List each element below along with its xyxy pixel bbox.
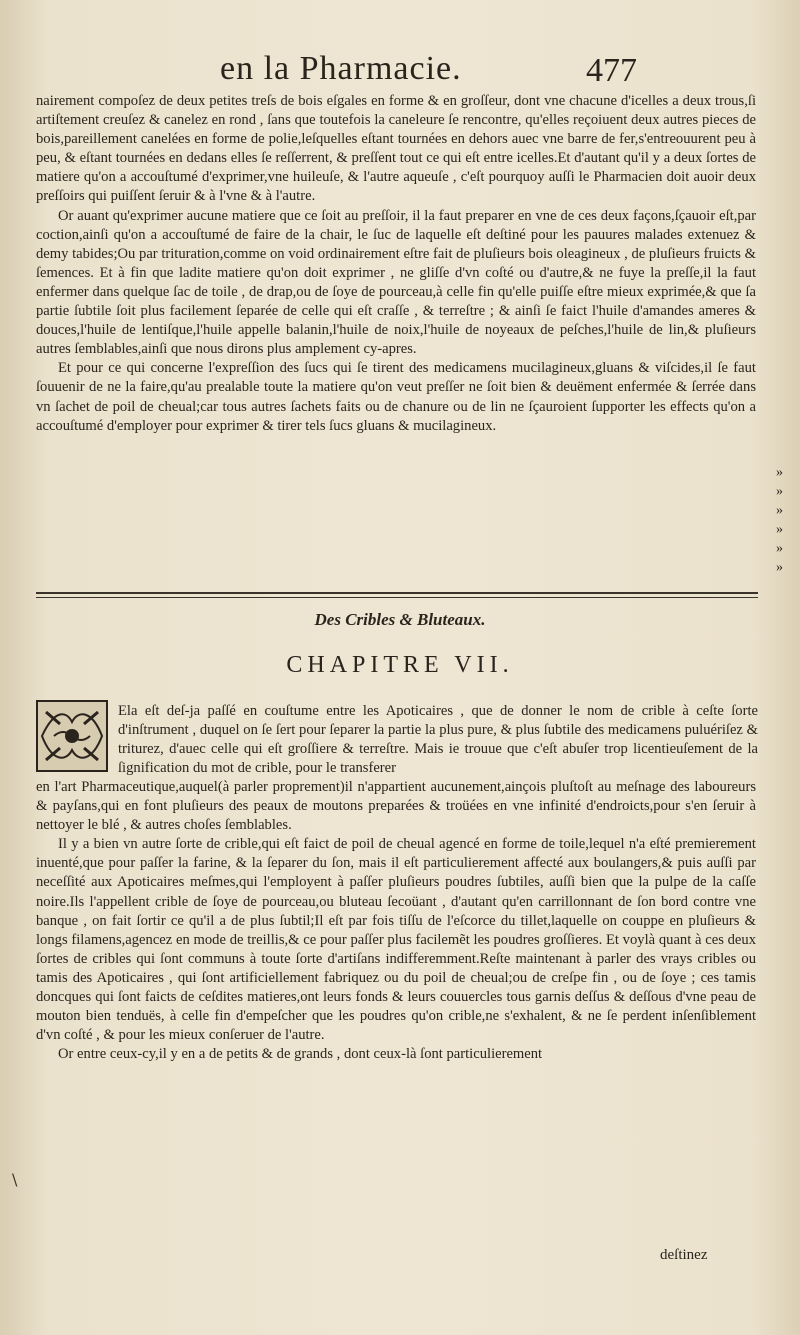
ornamental-initial-icon: [36, 700, 108, 772]
quote-mark: »: [776, 560, 783, 576]
page-number: 477: [586, 52, 637, 89]
quote-mark: »: [776, 484, 783, 500]
chapter-heading: CHAPITRE VII.: [286, 652, 514, 678]
section-divider: [36, 592, 758, 600]
paragraph-crible-kinds: Il y a bien vn autre ſorte de crible,qui eſt faict de poil de cheual agencé en forme de toile,lequel n'a eſté premierement inuenté,que pour paſſer la farine, & la ſeparer du ſon, mais il eſt particulierement affecté aux boulangers,& puis auſſi par neceſſité aux Apoticaires meſmes,qui l'employent à paſſer pluſieurs poudres ſubtiles, auſſi bien que la pulpe de la caſſe noire.Ils l'appellent crible de ſoye de pourceau,ou bluteau ſecoüant , d'autant qu'en carrillonnant de ſon bord contre vne banque , on fait ſortir ce qu'il a de plus ſubtil;Il eſt par fois tiſſu de l'eſcorce du tillet,laquelle on couppe en pluſieurs & longs filamens,agencez en mode de treillis,& ce pour paſſer plus facilemẽt les poudres groſſieres. Et voylà quant à ces deux ſortes de cribles qui ſont communs à toute ſorte d'artiſans indifferemment.Reſte maintenant à parler des vrays cribles ou tamis des Apoticaires , qui ſont artificiellement fabriquez ou du poil de cheual;ou de creſpe fin , ou de ſoye ; ces tamis doncques qui ſont faicts de ceſdites matieres,ont leurs fonds & leurs couuercles tous garnis deſſus & deſſous d'vne peau de mouton bien tenduës, à celle fin d'empeſcher que les poudres qu'on crible,ne s'exhalent, & ne ſe perdent inſenſiblement d'vn coſté , & pour les mieux conſeruer de l'autre.: [36, 836, 756, 1044]
quote-mark: »: [776, 541, 783, 557]
quote-mark: »: [776, 465, 783, 480]
margin-quote-marks: [776, 463, 796, 578]
paragraph-tamis-sizes: Or entre ceux-cy,il y en a de petits & de grands , dont ceux-là ſont particulierement: [58, 1046, 543, 1063]
paragraph-preparation: Or auant qu'exprimer aucune matiere que ce ſoit au preſſoir, il la faut preparer en vne de ces deux façons,ſçauoir eſt,par coction,ainſi qu'on a accouſtumé de faire de la chair, le ſuc de laquelle eſt deſtiné pour les pauures malades extenuez & demy tabides;Ou par trituration,comme on void ordinairement eſtre fait de pluſieurs bois oleagineux , de pluſieurs fruicts & ſemences. Et à fin que ladite matiere qu'on doit exprimer , ne gliſſe d'vn coſté ou d'autre,& ne fuye la preſſe,il la faut enfermer dans quelque ſac de toile , de drap,ou de ſoye de pourceau,à celle fin qu'elle puiſſe eſtre mieux exprimée,& que ſa partie ſubtile ſoit plus facilement ſeparée de celle qui eſt craſſe , & terreſtre ; & ainſi ſe faict l'huile d'amandes ameres & douces,l'huile de lentiſque,l'huile appelle balanin,l'huile de noix,l'huile de noyeaux de peſches,l'huile de lin,& pluſieurs autres ſemblables,ainſi que nous dirons plus amplement cy-apres.: [36, 207, 756, 358]
chapter-text-block: [36, 778, 756, 1064]
top-text-block: [36, 92, 756, 436]
paragraph-press: nairement compoſez de deux petites treſs de bois eſgales en forme & en groſſeur, dont vne chacune d'icelles a deux trous,ſi artiſtement creuſez & canelez en rond , ſans que toutefois la caneleure ſe rencontre, qu'elles reçoiuent deux autres pieces de bois,pareillement canelées en forme de polie,leſquelles eſtant tournées en dehors auec vne barre de fer,s'entreouurent peu à peu, & eſtant tournées en dedans elles ſe reſſerrent, & preſſent tout ce qui eſt entre icelles.Et d'autant qu'il y a deux ſortes de matiere qu'on a accouſtumé d'exprimer,vne huileuſe, & l'autre aqueuſe , c'eſt pourquoy auſſi le Pharmacien doit auoir deux preſſoirs qui puiſſent ſeruir & à l'vne & à l'autre.: [36, 93, 756, 205]
running-head: [0, 44, 800, 94]
catchword: deſtinez: [660, 1247, 708, 1263]
margin-mark-icon: \: [12, 1170, 18, 1189]
divider-rule: [36, 592, 758, 594]
chapter-opening-text: Ela eſt deſ-ja paſſé en couſtume entre les Apoticaires , que de donner le nom de crible à ceſte ſorte d'inſtrument , duquel on ſe ſert pour ſeparer la partie la plus pure, & plus ſubtile des medicamens puluériſez & triturez, d'auec celle qui eſt groſſiere & terreſtre. Mais ie trouue que c'eſt abuſer trop licentieuſement de la ſignification du mot de crible, pour le transferer: [118, 703, 758, 777]
paragraph-mucilage: Et pour ce qui concerne l'expreſſion des ſucs qui ſe tirent des medicamens mucilagineux,gluans & viſcides,il ſe faut ſouuenir de ne la faire,qu'au prealable toute la matiere qu'on veut preſſer ne ſoit bien & deuëment enfermée & ſerrée dans vn ſachet de poil de cheual;car tous autres ſachets faits ou de chanure ou de lin ne ſçauroient ſupporter les effects qu'on a accouſtumé d'employer pour exprimer & tirer tels ſucs gluans & mucilagineux.: [36, 360, 756, 434]
paragraph-crible-origin: en l'art Pharmaceutique,auquel(à parler proprement)il n'appartient aucunement,ainçois pluſtoſt au meſnage des laboureurs & payſans,qui en font pluſieurs des peaux de moutons preparées & troüées en vne infinité d'endroicts,pour s'en ſeruir à nettoyer le blé , & autres choſes ſemblables.: [36, 779, 756, 834]
section-title: Des Cribles & Bluteaux.: [314, 610, 486, 629]
running-title: en la Pharmacie.: [220, 50, 462, 87]
quote-mark: »: [776, 522, 783, 538]
divider-rule-thin: [36, 597, 758, 598]
quote-mark: »: [776, 503, 783, 519]
